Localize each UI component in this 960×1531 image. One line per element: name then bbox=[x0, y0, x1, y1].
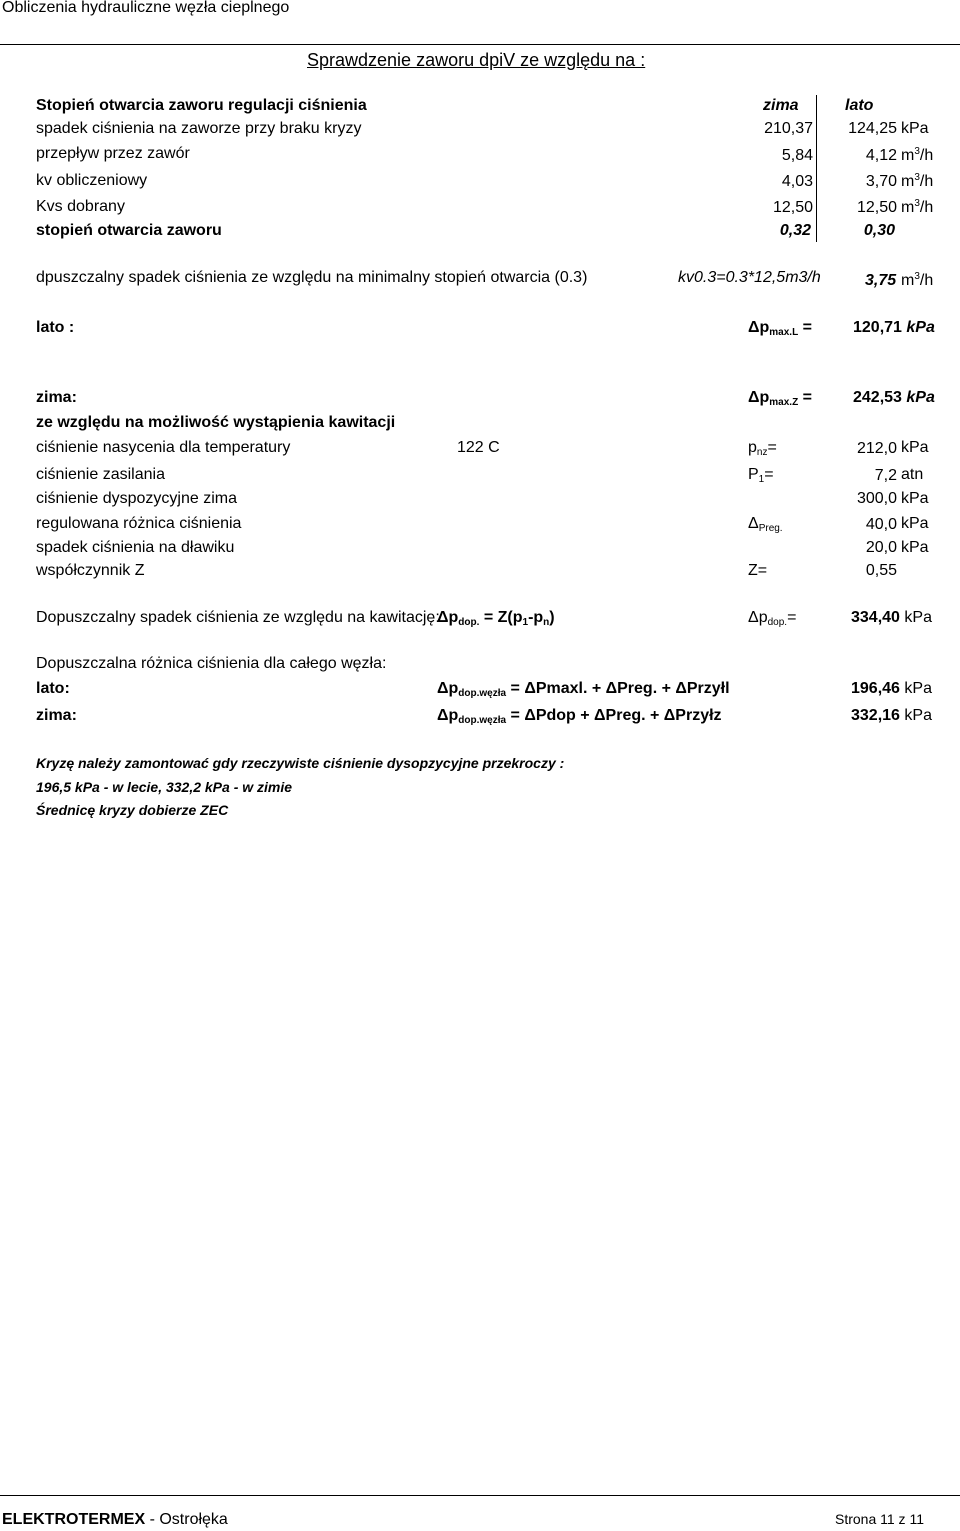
cavitation-row-unit: kPa bbox=[901, 490, 929, 507]
lato-value: 120,71 kPa bbox=[853, 319, 935, 336]
cavitation-row-value: 20,0 bbox=[865, 539, 897, 556]
node-row-formula: $\Delta p_{dop.węzła}$ = ΔPdop + ΔPreg. + ΔPrzyłz bbox=[437, 707, 722, 726]
lato-label: lato : bbox=[36, 319, 75, 336]
col-zima-header: zima bbox=[763, 97, 799, 114]
table1-row-lato: 3,70 bbox=[865, 173, 897, 190]
table1-row-lato: 124,25 bbox=[848, 120, 897, 137]
cavitation-row-unit: atn bbox=[901, 466, 924, 483]
table1-heading: Stopień otwarcia zaworu regulacji ciśnienia bbox=[36, 97, 367, 114]
note-line: Kryzę należy zamontować gdy rzeczywiste ciśnienie dysopzycyjne przekroczy : bbox=[36, 755, 565, 771]
cavitation-row-value: 40,0 bbox=[865, 516, 897, 533]
cavitation-row-label: spadek ciśnienia na dławiku bbox=[36, 539, 235, 556]
col-lato-header: lato bbox=[845, 97, 874, 114]
node-row-label: lato: bbox=[36, 680, 70, 697]
cavitation-row-label: ciśnienie dyspozycyjne zima bbox=[36, 490, 237, 507]
table1-column-divider bbox=[816, 95, 817, 242]
allowed-drop-unit: $m^3/h$ bbox=[901, 271, 934, 289]
cavitation-row-value: 0,55 bbox=[865, 562, 897, 579]
node-row-formula: $\Delta p_{dop.węzła} = \Delta Pmaxl$. + ΔPreg. + ΔPrzyłl bbox=[437, 680, 730, 699]
table1-row-label: Kvs dobrany bbox=[36, 198, 125, 215]
section-title: Sprawdzenie zaworu dpiV ze względu na : bbox=[307, 50, 646, 70]
cavitation-row-label: ciśnienie zasilania bbox=[36, 466, 165, 483]
cavitation-row-symbol: $P_1=$ bbox=[748, 466, 774, 485]
allowed-drop-formula: kv0.3=0.3*12,5m3/h bbox=[678, 269, 821, 286]
table1-row-zima: 12,50 bbox=[772, 199, 813, 216]
node-row-label: zima: bbox=[36, 707, 77, 724]
cavitation-row-value: 212,0 bbox=[856, 440, 897, 457]
cavitation-row-symbol: Z= bbox=[748, 562, 768, 579]
cavitation-row-label: ciśnienie nasycenia dla temperatury bbox=[36, 439, 291, 456]
dop-symbol: $\Delta p_{dop.}=$ bbox=[748, 609, 797, 628]
cavitation-row-unit: kPa bbox=[901, 539, 929, 556]
dop-value: 334,40 kPa bbox=[851, 609, 932, 626]
table1-row-lato: 4,12 bbox=[865, 147, 897, 164]
table1-row-label: kv obliczeniowy bbox=[36, 172, 148, 189]
cavitation-row-label: współczynnik Z bbox=[36, 562, 145, 579]
cavitation-row-value: 300,0 bbox=[856, 490, 897, 507]
table1-row-unit: $m^3/h$ bbox=[901, 146, 934, 164]
zima-value: 242,53 kPa bbox=[853, 389, 935, 406]
table1-row-zima: 5,84 bbox=[781, 147, 813, 164]
table1-row-label: stopień otwarcia zaworu bbox=[36, 222, 222, 239]
allowed-drop-label: dpuszczalny spadek ciśnienia ze względu na minimalny stopień otwarcia (0.3) bbox=[36, 269, 588, 286]
footer-rule bbox=[0, 1495, 960, 1496]
cavitation-row-value: 7,2 bbox=[874, 467, 897, 484]
cavitation-row-symbol: $\Delta_{Preg.}$ bbox=[748, 515, 783, 534]
dop-label: Dopuszczalny spadek ciśnienia ze względu na kawitację: bbox=[36, 609, 440, 626]
dop-formula: $\Delta p_{dop.} = Z(p_1-p_n)$ bbox=[437, 609, 555, 628]
zima-label: zima: bbox=[36, 389, 77, 406]
node-row-value: 196,46 kPa bbox=[851, 680, 932, 697]
table1-row-zima: 210,37 bbox=[764, 120, 813, 137]
cavitation-row-unit: kPa bbox=[901, 439, 929, 456]
cavitation-row-symbol: $p_{nz}=$ bbox=[748, 439, 777, 458]
table1-row-zima: 0,32 bbox=[779, 222, 811, 239]
table1-row-unit: $m^3/h$ bbox=[901, 198, 934, 216]
node-heading: Dopuszczalna różnica ciśnienia dla całego węzła: bbox=[36, 655, 387, 672]
node-row-value: 332,16 kPa bbox=[851, 707, 932, 724]
footer-company: ELEKTROTERMEX - Ostrołęka bbox=[2, 1511, 228, 1528]
table1-row-unit: $m^3/h$ bbox=[901, 172, 934, 190]
cavitation-row-temperature: 122 C bbox=[457, 439, 500, 456]
table1-row-lato: 12,50 bbox=[856, 199, 897, 216]
document-header-title: Obliczenia hydrauliczne węzła cieplnego bbox=[2, 0, 290, 16]
table1-row-label: przepływ przez zawór bbox=[36, 145, 190, 162]
table1-row-zima: 4,03 bbox=[781, 173, 813, 190]
note-line: 196,5 kPa - w lecie, 332,2 kPa - w zimie bbox=[36, 779, 293, 795]
footer-page-number: Strona 11 z 11 bbox=[835, 1511, 924, 1527]
header-rule bbox=[0, 44, 960, 45]
zima-symbol: $\Delta p_{max.Z}$ = bbox=[748, 389, 812, 408]
table1-row-lato: 0,30 bbox=[863, 222, 895, 239]
cavitation-heading: ze względu na możliwość wystąpienia kawitacji bbox=[36, 414, 396, 431]
allowed-drop-value: 3,75 bbox=[865, 272, 897, 289]
cavitation-row-unit: kPa bbox=[901, 515, 929, 532]
cavitation-row-label: regulowana różnica ciśnienia bbox=[36, 515, 242, 532]
note-line: Średnicę kryzy dobierze ZEC bbox=[36, 802, 229, 818]
table1-row-unit: kPa bbox=[901, 120, 929, 137]
table1-row-label: spadek ciśnienia na zaworze przy braku kryzy bbox=[36, 120, 362, 137]
lato-symbol: $\Delta p_{max.L}$ = bbox=[748, 319, 812, 338]
